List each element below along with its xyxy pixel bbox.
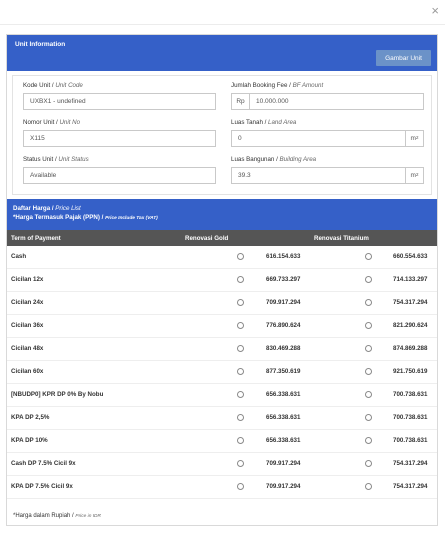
term-label: [NBUDP0] KPR DP 0% By Nobu	[11, 391, 104, 398]
luas-tanah-field[interactable]: 0	[231, 130, 406, 147]
unit-info-title: Unit Information	[15, 41, 66, 48]
titanium-price: 700.738.631	[393, 391, 428, 398]
term-label: KPA DP 7.5% Cicil 9x	[11, 483, 73, 490]
gold-price: 877.350.619	[266, 368, 301, 375]
titanium-radio[interactable]	[365, 437, 372, 444]
price-row	[7, 361, 437, 384]
gold-price: 656.338.631	[266, 391, 301, 398]
gold-radio[interactable]	[237, 299, 244, 306]
titanium-radio[interactable]	[365, 414, 372, 421]
price-row	[7, 246, 437, 269]
nomor-unit-field[interactable]: X115	[23, 130, 216, 147]
term-label: Cicilan 36x	[11, 322, 44, 329]
titanium-price: 821.290.624	[393, 322, 428, 329]
close-icon[interactable]: ×	[431, 3, 439, 18]
price-table-body	[7, 246, 437, 499]
unit-info-header	[7, 35, 437, 71]
gold-price: 656.338.631	[266, 437, 301, 444]
land-area-unit: m $^2$	[405, 130, 424, 147]
luas-tanah-label: Luas Tanah / Land Area	[231, 119, 297, 126]
titanium-radio[interactable]	[365, 483, 372, 490]
gold-radio[interactable]	[237, 345, 244, 352]
price-list-header	[7, 199, 437, 230]
titanium-radio[interactable]	[365, 322, 372, 329]
titanium-price: 754.317.294	[393, 483, 428, 490]
gold-radio[interactable]	[237, 437, 244, 444]
gold-radio[interactable]	[237, 276, 244, 283]
price-list-subtitle: *Harga Termasuk Pajak (PPN) / Price Include Tax (VAT)	[13, 214, 158, 221]
term-label: Cash DP 7.5% Cicil 9x	[11, 460, 76, 467]
titanium-price: 660.554.633	[393, 253, 428, 260]
term-label: KPA DP 10%	[11, 437, 48, 444]
price-row	[7, 269, 437, 292]
col-renovasi-titanium: Renovasi Titanium	[314, 235, 369, 242]
price-row	[7, 384, 437, 407]
term-label: Cicilan 60x	[11, 368, 44, 375]
gold-price: 709.917.294	[266, 460, 301, 467]
titanium-price: 700.738.631	[393, 437, 428, 444]
luas-bangunan-label: Luas Bangunan / Building Area	[231, 156, 317, 163]
price-footnote: *Harga dalam Rupiah / Price in IDR	[13, 513, 101, 519]
price-row	[7, 338, 437, 361]
term-label: Cicilan 12x	[11, 276, 44, 283]
term-label: KPA DP 2,5%	[11, 414, 50, 421]
price-row	[7, 315, 437, 338]
titanium-radio[interactable]	[365, 368, 372, 375]
titanium-radio[interactable]	[365, 460, 372, 467]
titanium-radio[interactable]	[365, 345, 372, 352]
gold-radio[interactable]	[237, 368, 244, 375]
unit-gallery-button[interactable]: Gambar Unit	[376, 50, 431, 66]
term-label: Cicilan 48x	[11, 345, 44, 352]
kode-unit-label: Kode Unit / Unit Code	[23, 82, 83, 89]
price-row	[7, 430, 437, 453]
gold-radio[interactable]	[237, 322, 244, 329]
kode-unit-field[interactable]: UXBX1 - undefined	[23, 93, 216, 110]
price-row	[7, 292, 437, 315]
status-unit-field[interactable]: Available	[23, 167, 216, 184]
unit-info-card	[12, 75, 432, 195]
gold-price: 656.338.631	[266, 414, 301, 421]
nomor-unit-label: Nomor Unit / Unit No	[23, 119, 81, 126]
gold-radio[interactable]	[237, 253, 244, 260]
status-unit-label: Status Unit / Unit Status	[23, 156, 89, 163]
gold-price: 830.469.288	[266, 345, 301, 352]
price-list-title: Daftar Harga / Price List	[13, 205, 81, 212]
col-renovasi-gold: Renovasi Gold	[185, 235, 229, 242]
gold-radio[interactable]	[237, 414, 244, 421]
gold-price: 669.733.297	[266, 276, 301, 283]
gold-radio[interactable]	[237, 483, 244, 490]
titanium-price: 700.738.631	[393, 414, 428, 421]
luas-bangunan-field[interactable]: 39.3	[231, 167, 406, 184]
gold-price: 776.890.624	[266, 322, 301, 329]
titanium-price: 921.750.619	[393, 368, 428, 375]
titanium-radio[interactable]	[365, 299, 372, 306]
titanium-price: 754.317.294	[393, 460, 428, 467]
price-row	[7, 453, 437, 476]
gold-radio[interactable]	[237, 391, 244, 398]
currency-prefix: Rp	[231, 93, 250, 110]
booking-fee-label: Jumlah Booking Fee / BF Amount	[231, 82, 324, 89]
titanium-radio[interactable]	[365, 253, 372, 260]
header-divider	[0, 24, 445, 25]
titanium-price: 714.133.297	[393, 276, 428, 283]
price-row	[7, 476, 437, 499]
gold-price: 616.154.633	[266, 253, 301, 260]
gold-price: 709.917.294	[266, 299, 301, 306]
col-term-of-payment: Term of Payment	[11, 235, 61, 242]
titanium-price: 754.317.294	[393, 299, 428, 306]
price-row	[7, 407, 437, 430]
term-label: Cash	[11, 253, 27, 260]
term-label: Cicilan 24x	[11, 299, 44, 306]
titanium-radio[interactable]	[365, 391, 372, 398]
unit-detail-panel	[6, 34, 438, 526]
titanium-radio[interactable]	[365, 276, 372, 283]
booking-fee-field[interactable]: 10.000.000	[249, 93, 424, 110]
titanium-price: 874.869.288	[393, 345, 428, 352]
price-table-header	[7, 230, 437, 246]
building-area-unit: m $^2$	[405, 167, 424, 184]
gold-radio[interactable]	[237, 460, 244, 467]
gold-price: 709.917.294	[266, 483, 301, 490]
